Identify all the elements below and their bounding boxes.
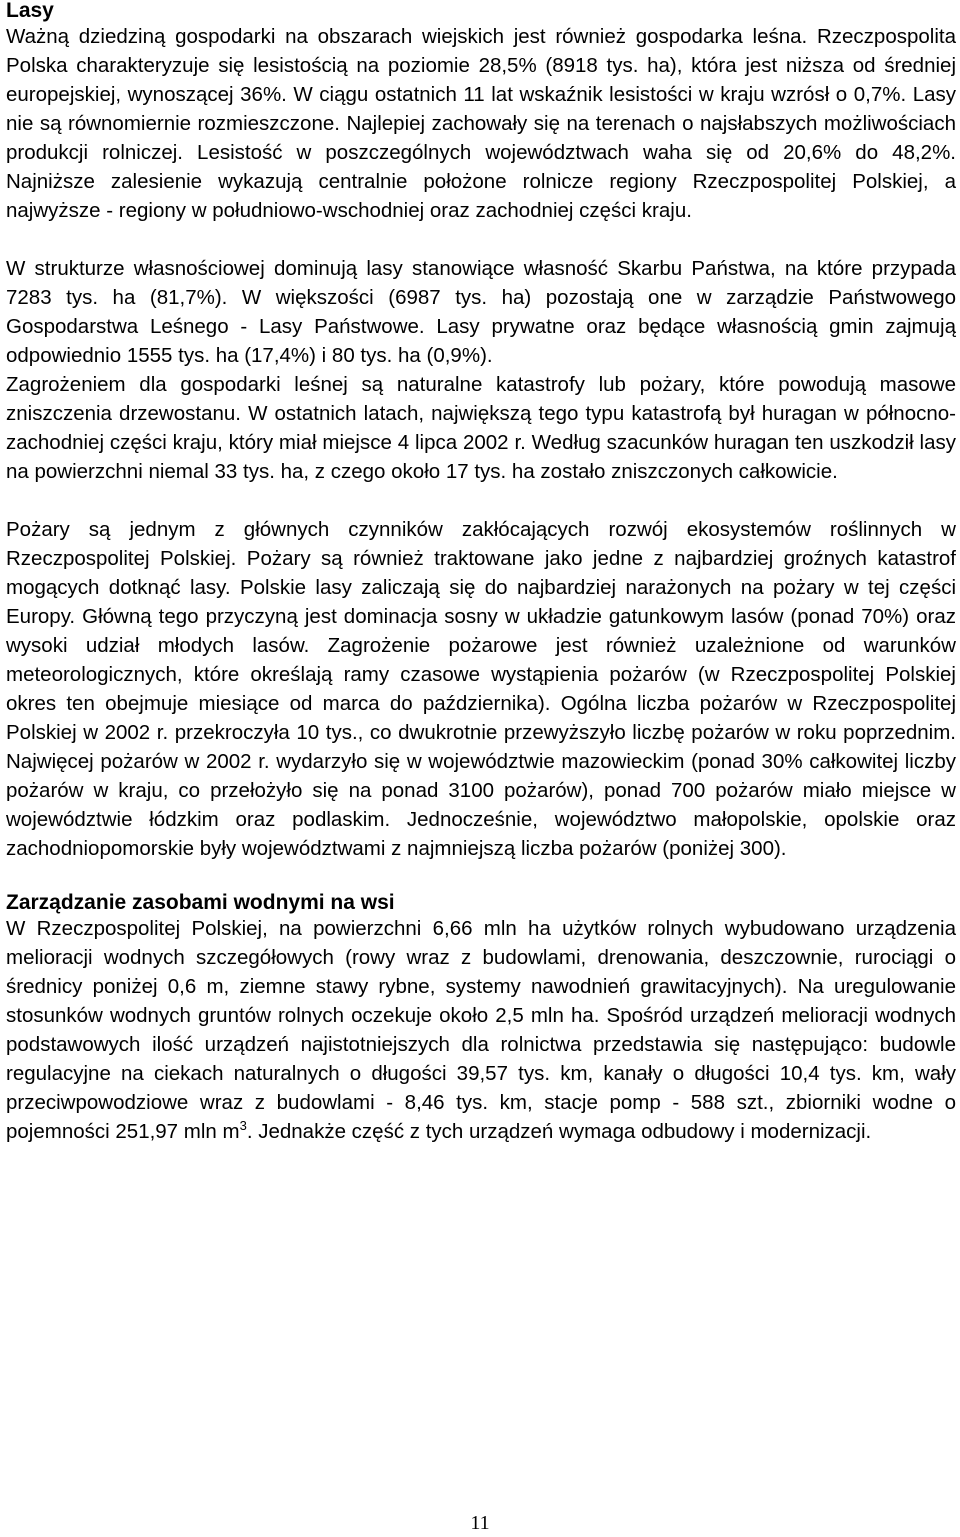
paragraph-forest-ownership: W strukturze własnościowej dominują lasy stanowiące własność Skarbu Państwa, na które przypada 7283 tys. ha (81,7%). W większości (6987 tys. ha) pozostają one w zarządzie Państwowego Gospodarstwa Leśnego - Lasy Państwowe. Lasy prywatne oraz będące własnością gmin zajmują odpowiednio 1555 tys. ha (17,4%) i 80 tys. ha (0,9%). <box>6 257 956 367</box>
paragraph-gap <box>6 486 956 515</box>
paragraph-forest-coverage: Ważną dziedziną gospodarki na obszarach wiejskich jest również gospodarka leśna. Rzeczpospolita Polska charakteryzuje się lesistością na poziomie 28,5% (8918 tys. ha), która jest niższa od średniej europejskiej, wynoszącej 36%. W ciągu ostatnich 11 lat wskaźnik lesistości w kraju wzrósł o 0,7%. Lasy nie są równomiernie rozmieszczone. Najlepiej zachowały się na terenach o najsłabszych możliwościach produkcji rolniczej. Lesistość w poszczególnych województwach waha się od 20,6% do 48,2%. Najniższe zalesienie wykazują centralnie położone rolnicze regiony Rzeczpospolitej Polskiej, a najwyższe - regiony w południowo-wschodniej oraz zachodniej części kraju. <box>6 25 956 222</box>
paragraph-water-management <box>6 914 956 1146</box>
paragraph-gap <box>6 863 956 892</box>
paragraph-forest-fires: Pożary są jednym z głównych czynników zakłócających rozwój ekosystemów roślinnych w Rzeczpospolitej Polskiej. Pożary są również traktowane jako jedne z najbardziej groźnych katastrof mogących dotknąć lasy. Polskie lasy zaliczają się do najbardziej narażonych na pożary w tej części Europy. Główną tego przyczyną jest dominacja sosny w układzie gatunkowym lasów (ponad 70%) oraz wysoki udział młodych lasów. Zagrożenie pożarowe jest również uzależnione od warunków meteorologicznych, które określają ramy czasowe wystąpienia pożarów (w Rzeczpospolitej Polskiej okres ten obejmuje miesiące od marca do października). Ogólna liczba pożarów w Rzeczpospolitej Polskiej w 2002 r. przekroczyła 10 tys., co dwukrotnie przewyższyło liczbę pożarów w roku poprzednim. Najwięcej pożarów w 2002 r. wydarzyło się w województwie mazowieckim (ponad 30% całkowitej liczby pożarów w kraju, co przełożyło się na ponad 3100 pożarów), ponad 700 pożarów miało miejsce w województwie łódzkim oraz podlaskim. Jednocześnie, województwo małopolskie, opolskie oraz zachodniopomorskie były województwami z najmniejszą liczba pożarów (poniżej 300). <box>6 518 956 860</box>
document-page <box>6 0 956 1146</box>
paragraph-forest-threats: Zagrożeniem dla gospodarki leśnej są naturalne katastrofy lub pożary, które powodują masowe zniszczenia drzewostanu. W ostatnich latach, największą tego typu katastrofą był huragan w północno-zachodniej części kraju, który miał miejsce 4 lipca 2002 r. Według szacunków huragan ten uszkodził lasy na powierzchni niemal 33 tys. ha, z czego około 17 tys. ha zostało zniszczonych całkowicie. <box>6 373 956 483</box>
water-management-text-end: . Jednakże część z tych urządzeń wymaga odbudowy i modernizacji. <box>246 1120 872 1143</box>
page-number: 11 <box>470 1512 490 1534</box>
paragraph-gap <box>6 225 956 254</box>
section-heading-lasy: Lasy <box>6 0 54 22</box>
water-management-text: W Rzeczpospolitej Polskiej, na powierzchni 6,66 mln ha użytków rolnych wybudowano urządzenia melioracji wodnych szczegółowych (rowy wraz z budowlami, drenowania, deszczownie, rurociągi o średnicy poniżej 0,6 m, ziemne stawy rybne, systemy nawodnień grawitacyjnych). Na uregulowanie stosunków wodnych gruntów rolnych oczekuje około 2,5 mln ha. Spośród urządzeń melioracji wodnych podstawowych ilość urządzeń najistotniejszych dla rolnictwa przedstawia się następująco: budowle regulacyjne na ciekach naturalnych o długości 39,57 tys. km, kanały o długości 10,4 tys. km, wały przeciwpowodziowe wraz z budowlami - 8,46 tys. km, stacje pomp - 588 szt., zbiorniki wodne o pojemności 251,97 mln m <box>6 917 956 1143</box>
superscript-cubic: 3 <box>239 1118 247 1134</box>
section-heading-water-management: Zarządzanie zasobami wodnymi na wsi <box>6 891 395 914</box>
